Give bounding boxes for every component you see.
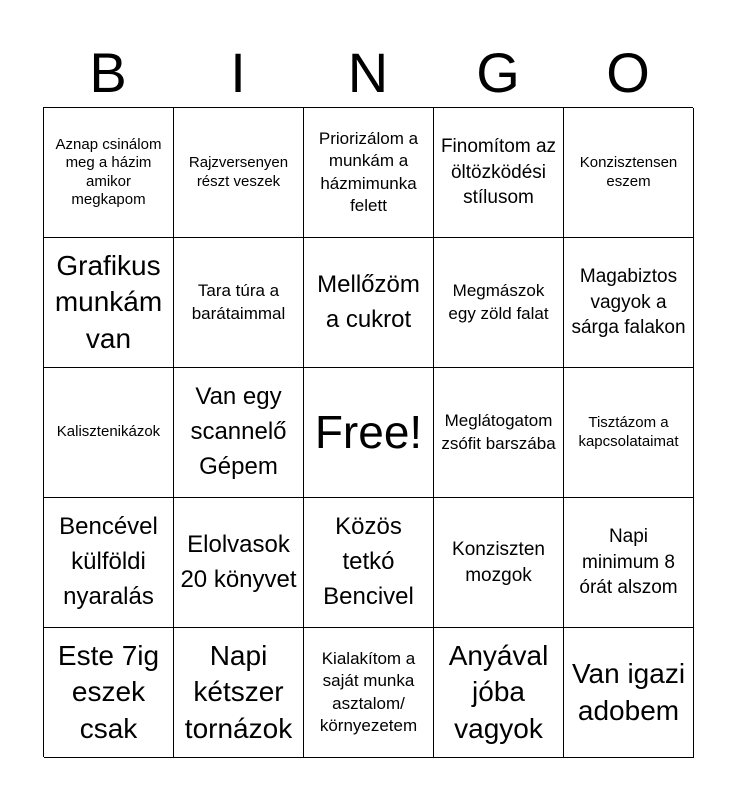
bingo-cell[interactable]: Finomítom az öltözködési stílusom — [434, 108, 564, 238]
free-space-cell[interactable]: Free! — [304, 368, 434, 498]
bingo-cell[interactable]: Bencével külföldi nyaralás — [44, 498, 174, 628]
bingo-cell[interactable]: Magabiztos vagyok a sárga falakon — [564, 238, 694, 368]
bingo-cell[interactable]: Tisztázom a kapcsolataimat — [564, 368, 694, 498]
bingo-cell[interactable]: Rajzversenyen részt veszek — [174, 108, 304, 238]
bingo-cell[interactable]: Mellőzöm a cukrot — [304, 238, 434, 368]
header-letter-i: I — [230, 41, 246, 104]
bingo-cell[interactable]: Este 7ig eszek csak — [44, 628, 174, 758]
bingo-cell[interactable]: Napi minimum 8 órát alszom — [564, 498, 694, 628]
bingo-cell[interactable]: Kialakítom a saját munka asztalom/ környezetem — [304, 628, 434, 758]
header-letter-o: O — [606, 41, 650, 104]
bingo-cell[interactable]: Kalisztenikázok — [44, 368, 174, 498]
bingo-cell[interactable]: Van igazi adobem — [564, 628, 694, 758]
bingo-cell[interactable]: Napi kétszer tornázok — [174, 628, 304, 758]
bingo-cell[interactable]: Elolvasok 20 könyvet — [174, 498, 304, 628]
header-letter-b: B — [89, 41, 127, 104]
bingo-cell[interactable]: Közös tetkó Bencivel — [304, 498, 434, 628]
bingo-cell[interactable]: Priorizálom a munkám a házmimunka felett — [304, 108, 434, 238]
bingo-cell[interactable]: Van egy scannelő Gépem — [174, 368, 304, 498]
bingo-cell[interactable]: Meglátogatom zsófit barszába — [434, 368, 564, 498]
bingo-cell[interactable]: Grafikus munkám van — [44, 238, 174, 368]
header-letter-g: G — [476, 41, 520, 104]
bingo-cell[interactable]: Konzisztensen eszem — [564, 108, 694, 238]
bingo-header — [43, 38, 693, 108]
bingo-cell[interactable]: Tara túra a barátaimmal — [174, 238, 304, 368]
bingo-cell[interactable]: Megmászok egy zöld falat — [434, 238, 564, 368]
bingo-card — [43, 107, 693, 757]
bingo-cell[interactable]: Anyával jóba vagyok — [434, 628, 564, 758]
bingo-cell[interactable]: Konziszten mozgok — [434, 498, 564, 628]
header-letter-n: N — [347, 41, 389, 104]
bingo-cell[interactable]: Aznap csinálom meg a házim amikor megkapom — [44, 108, 174, 238]
